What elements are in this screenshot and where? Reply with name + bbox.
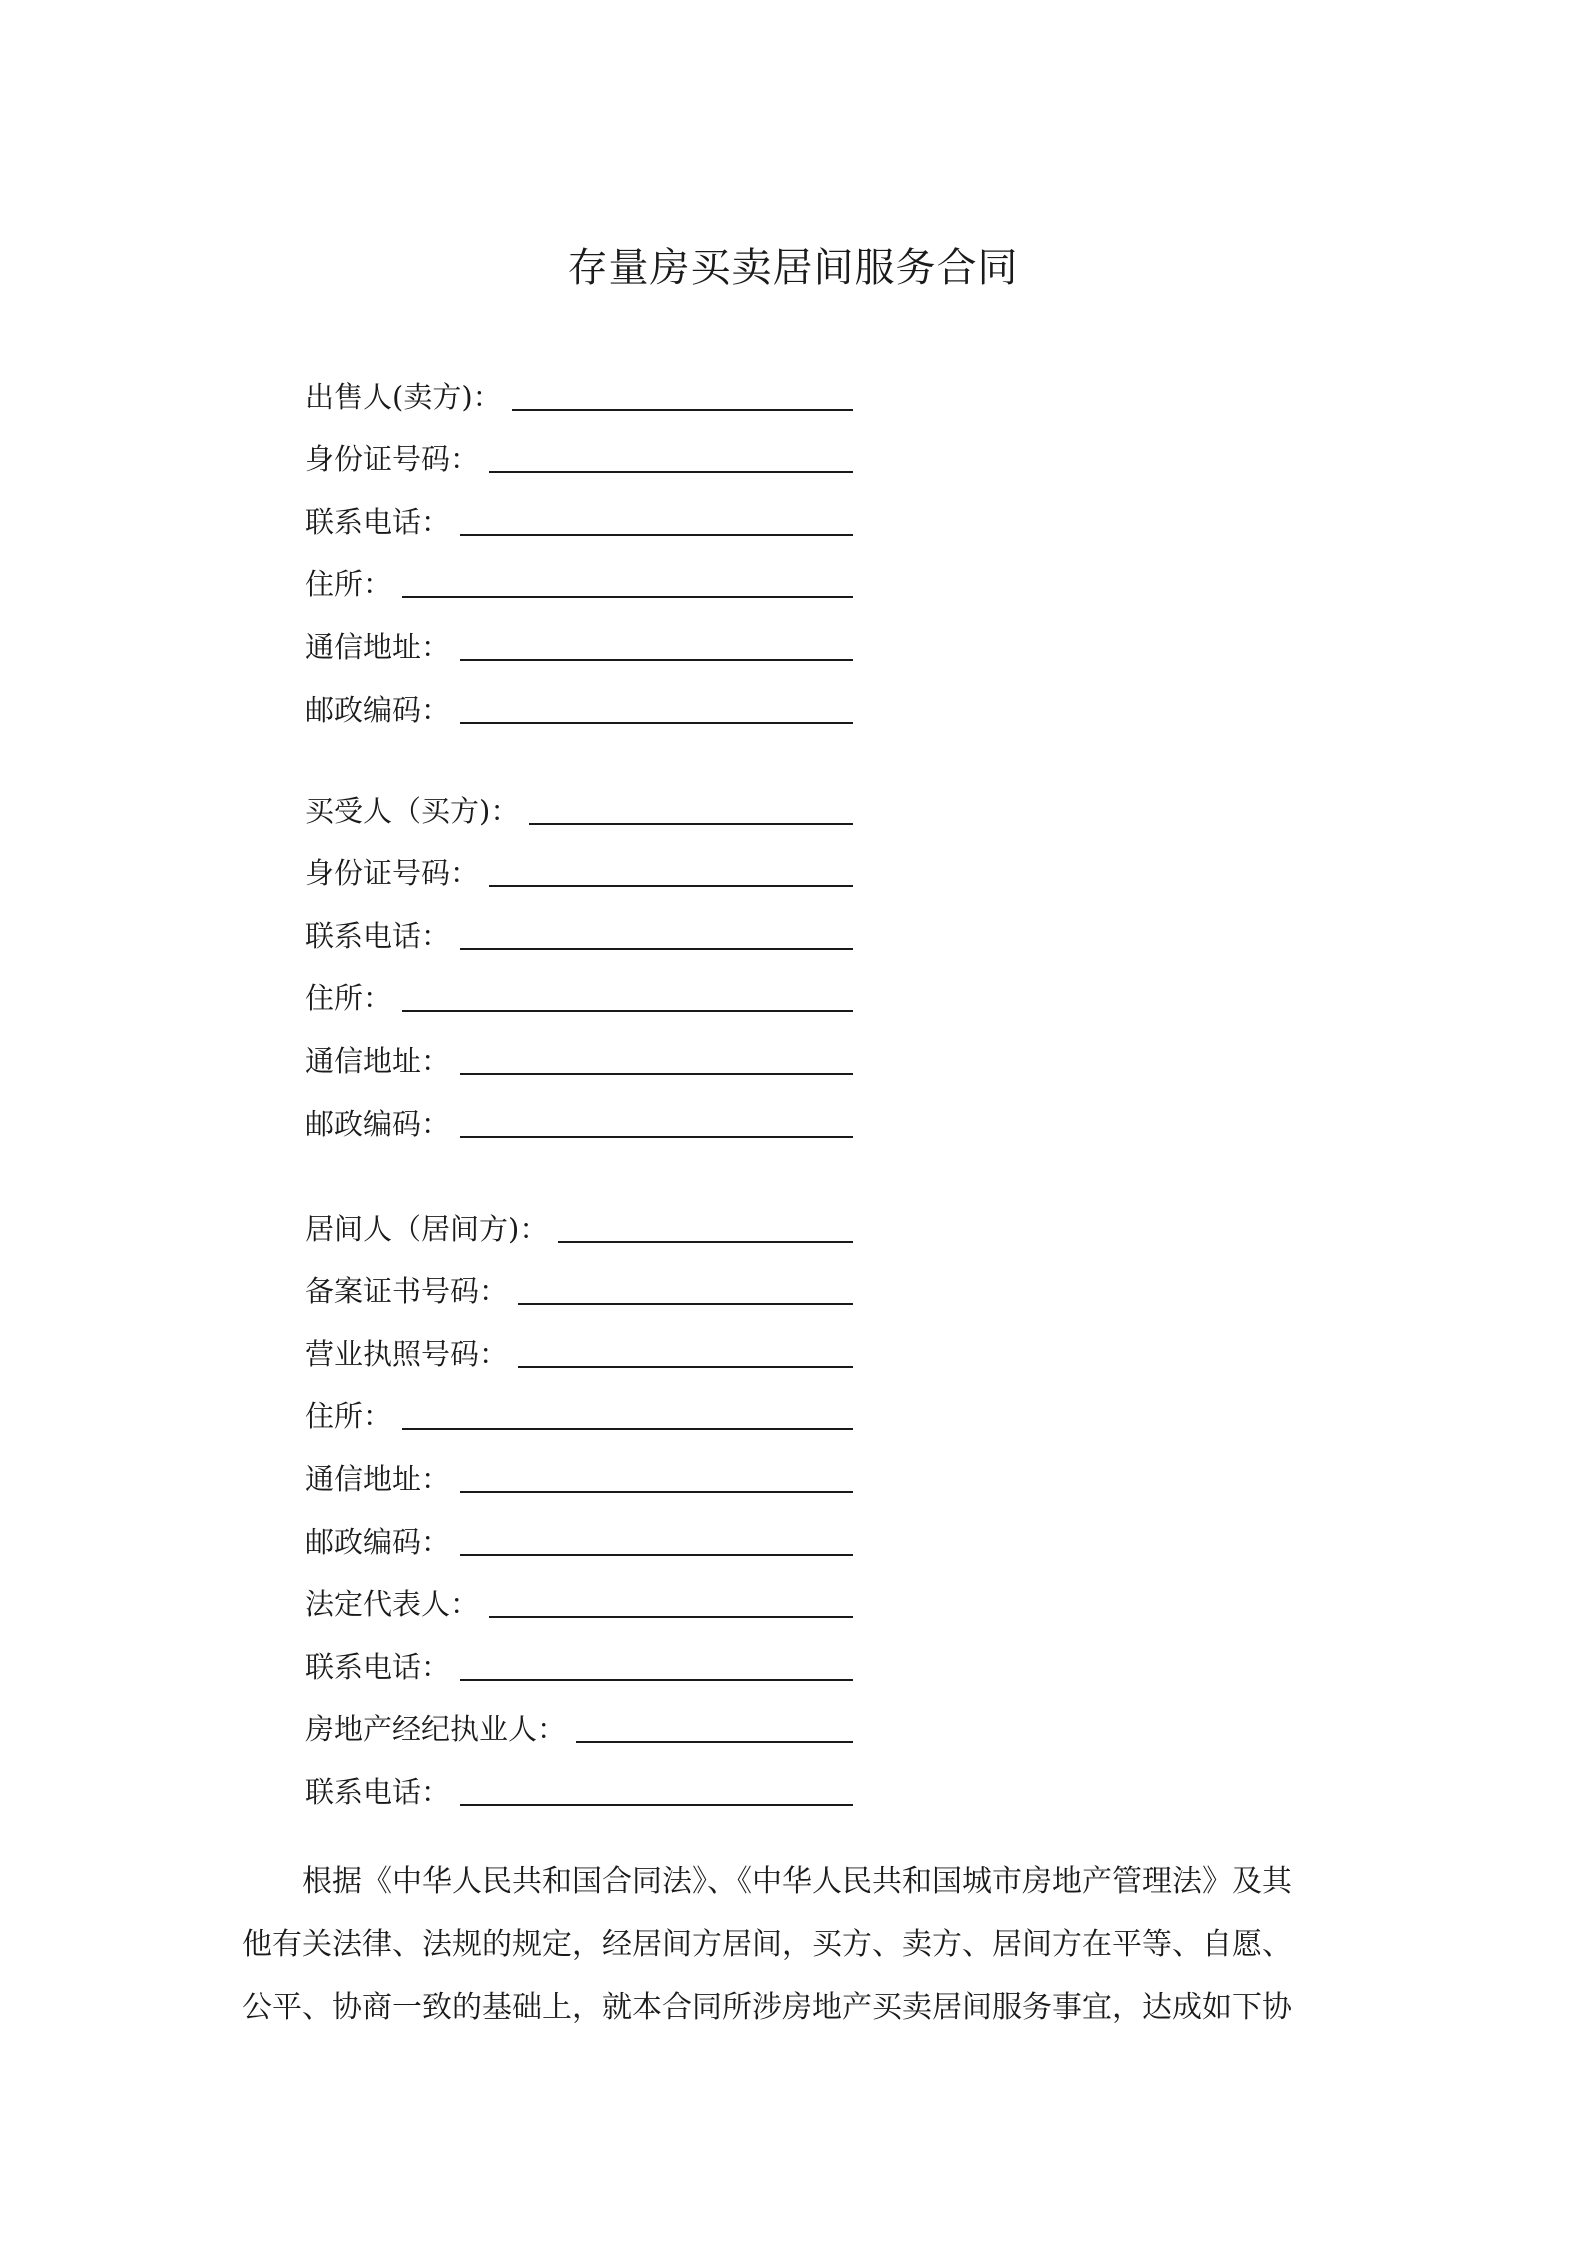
agent-license-field — [305, 1313, 853, 1376]
agent-broker-label: 房地产经纪执业人： — [305, 1712, 567, 1747]
seller-residence-blank[interactable] — [402, 596, 853, 598]
agent-license-blank[interactable] — [518, 1366, 853, 1368]
agent-broker-phone-field — [305, 1751, 853, 1814]
agent-residence-label: 住所： — [305, 1399, 393, 1434]
buyer-residence-blank[interactable] — [402, 1010, 853, 1012]
preamble-line: 根据《中华人民共和国合同法》、《中华人民共和国城市房地产管理法》及其 — [302, 1864, 1292, 1899]
preamble-line: 公平、协商一致的基础上，就本合同所涉房地产买卖居间服务事宜，达成如下协 — [242, 1990, 1292, 2025]
buyer-postcode-label: 邮政编码： — [305, 1106, 451, 1141]
agent-phone-blank[interactable] — [460, 1679, 853, 1681]
buyer-name-blank[interactable] — [529, 823, 853, 825]
agent-section — [305, 1188, 853, 1814]
seller-name-blank[interactable] — [512, 409, 853, 411]
buyer-address-label: 通信地址： — [305, 1043, 451, 1078]
agent-residence-blank[interactable] — [402, 1428, 853, 1430]
buyer-residence-field — [305, 958, 853, 1021]
preamble-line: 他有关法律、法规的规定，经居间方居间，买方、卖方、居间方在平等、自愿、 — [242, 1927, 1292, 1962]
seller-residence-field — [305, 544, 853, 607]
agent-name-label: 居间人（居间方)： — [305, 1211, 549, 1246]
agent-address-blank[interactable] — [460, 1491, 853, 1493]
seller-id-blank[interactable] — [489, 471, 853, 473]
agent-phone-field — [305, 1626, 853, 1689]
buyer-id-blank[interactable] — [489, 885, 853, 887]
seller-postcode-blank[interactable] — [460, 722, 853, 724]
seller-phone-blank[interactable] — [460, 534, 853, 536]
agent-phone-label: 联系电话： — [305, 1649, 451, 1684]
seller-name-label: 出售人(卖方)： — [305, 379, 502, 414]
seller-name-field — [305, 356, 853, 419]
buyer-id-label: 身份证号码： — [305, 856, 480, 891]
seller-address-field — [305, 606, 853, 669]
preamble-paragraph — [242, 1850, 1350, 2039]
seller-id-field — [305, 419, 853, 482]
document-title: 存量房买卖居间服务合同 — [567, 245, 1019, 291]
seller-address-label: 通信地址： — [305, 629, 451, 664]
buyer-phone-label: 联系电话： — [305, 918, 451, 953]
buyer-phone-blank[interactable] — [460, 948, 853, 950]
agent-legal-rep-label: 法定代表人： — [305, 1587, 480, 1622]
buyer-address-blank[interactable] — [460, 1073, 853, 1075]
buyer-name-label: 买受人（买方)： — [305, 793, 520, 828]
agent-address-field — [305, 1438, 853, 1501]
agent-legal-rep-field — [305, 1564, 853, 1627]
seller-residence-label: 住所： — [305, 567, 393, 602]
agent-broker-phone-label: 联系电话： — [305, 1774, 451, 1809]
buyer-section — [305, 770, 853, 1146]
seller-id-label: 身份证号码： — [305, 442, 480, 477]
agent-postcode-field — [305, 1501, 853, 1564]
agent-registration-blank[interactable] — [518, 1303, 853, 1305]
seller-phone-label: 联系电话： — [305, 504, 451, 539]
agent-name-blank[interactable] — [558, 1241, 853, 1243]
agent-broker-field — [305, 1689, 853, 1752]
buyer-postcode-blank[interactable] — [460, 1136, 853, 1138]
seller-postcode-label: 邮政编码： — [305, 692, 451, 727]
buyer-name-field — [305, 770, 853, 833]
agent-name-field — [305, 1188, 853, 1251]
buyer-phone-field — [305, 895, 853, 958]
seller-address-blank[interactable] — [460, 659, 853, 661]
seller-phone-field — [305, 481, 853, 544]
agent-residence-field — [305, 1376, 853, 1439]
buyer-id-field — [305, 833, 853, 896]
agent-legal-rep-blank[interactable] — [489, 1616, 853, 1618]
agent-broker-blank[interactable] — [576, 1741, 853, 1743]
seller-section — [305, 356, 853, 732]
agent-license-label: 营业执照号码： — [305, 1336, 509, 1371]
agent-broker-phone-blank[interactable] — [460, 1804, 853, 1806]
agent-postcode-label: 邮政编码： — [305, 1524, 451, 1559]
agent-postcode-blank[interactable] — [460, 1554, 853, 1556]
buyer-residence-label: 住所： — [305, 981, 393, 1016]
buyer-address-field — [305, 1020, 853, 1083]
agent-registration-field — [305, 1251, 853, 1314]
seller-postcode-field — [305, 669, 853, 732]
agent-registration-label: 备案证书号码： — [305, 1274, 509, 1309]
buyer-postcode-field — [305, 1083, 853, 1146]
agent-address-label: 通信地址： — [305, 1461, 451, 1496]
